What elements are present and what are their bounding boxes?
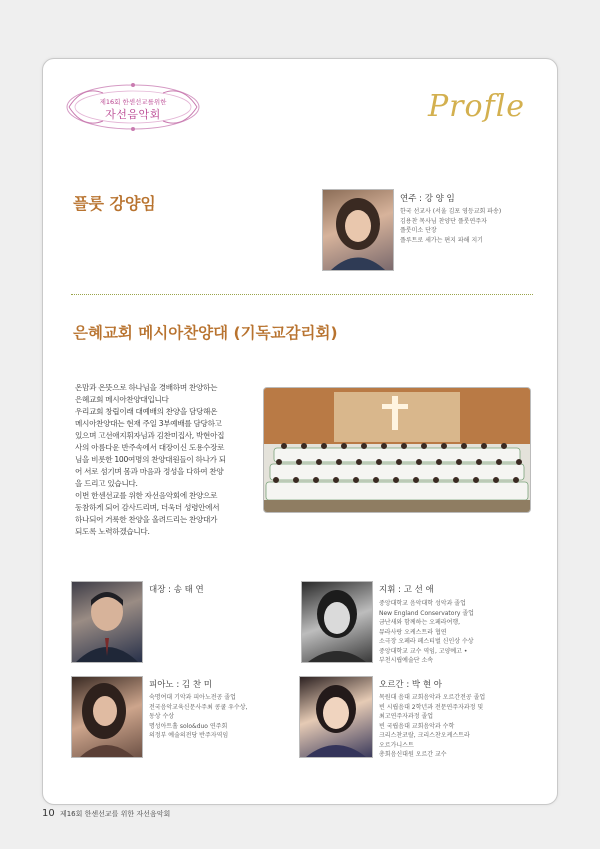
director-bio-line: 중앙대학교 음악대학 성악과 졸업 xyxy=(379,600,466,607)
director-bio-line: 중앙대학교 교수 역임, 고양예고 • xyxy=(379,647,468,655)
choir-scene-icon xyxy=(264,388,530,512)
choir-title: 은혜교회 메시아찬양대 (기독교감리회) xyxy=(73,324,338,342)
choir-text-line: 이번 한센선교를 위한 자선음악회에 찬양으로 xyxy=(75,491,218,500)
choir-text-line: 있으며 고선애지휘자님과 김찬미집사, 박현아집 xyxy=(75,431,225,440)
pianist-photo xyxy=(71,676,143,758)
director-bio xyxy=(379,599,474,666)
director-bio-line: 뮤라사랑 오케스트라 협연 xyxy=(379,628,447,636)
section-divider xyxy=(71,294,533,295)
portrait-icon xyxy=(300,677,372,757)
organist-bio-line: 총회음신대원 오르간 교수 xyxy=(379,751,447,758)
page-footer xyxy=(42,808,170,819)
pianist-bio-line: 동상 수상 xyxy=(149,713,175,720)
portrait-icon xyxy=(302,582,372,662)
portrait-icon xyxy=(323,190,393,270)
director-photo xyxy=(301,581,373,663)
organist-bio-line: 최고연주자과정 졸업 xyxy=(379,713,434,720)
flute-bio-line: 김용찬 목사님 찬양단 플룻연주자 xyxy=(400,217,487,225)
organist-bio-line: 크리스찬코랄, 크리스찬오케스트라 xyxy=(379,732,470,739)
organist-bio-line: 목원대 음대 교회음악과 오르간전공 졸업 xyxy=(379,694,486,701)
choir-text-line: 온맘과 온뜻으로 하나님을 경배하며 찬양하는 xyxy=(75,383,218,392)
choir-text-line: 님을 비롯한 100여명의 찬양대원들이 하나가 되 xyxy=(75,455,226,464)
conductor-photo xyxy=(71,581,143,663)
choir-text-line: 하나되어 거룩한 찬양을 올려드리는 찬양대가 xyxy=(75,515,218,524)
choir-text-line: 메시아찬양대는 현재 주일 3부예배를 담당하고 xyxy=(75,419,222,428)
choir-text-line: 은혜교회 메시아찬양대입니다 xyxy=(75,395,169,404)
page-card xyxy=(42,58,558,805)
flute-bio-line: 한국 선교사 (서울 김포 영등교회 파송) xyxy=(400,208,502,215)
concert-logo xyxy=(63,79,203,135)
logo-line2: 자선음악회 xyxy=(105,108,161,121)
director-name: 지휘 : 고 선 애 xyxy=(379,585,434,595)
director-bio-line: New England Conservatory 졸업 xyxy=(379,609,474,617)
organist-bio-line: 빈 시립음대 2학년과 전문연주자과정 및 xyxy=(379,703,484,711)
pianist-bio-line: 숙명여대 기악과 피아노전공 졸업 xyxy=(149,694,236,701)
choir-text-line: 사의 아름다운 반주속에서 대장이신 도용수장로 xyxy=(75,443,225,452)
flute-name: 연주 : 강 양 임 xyxy=(400,194,455,204)
choir-text-line: 되도록 노력하겠습니다. xyxy=(75,527,150,536)
flute-bio xyxy=(400,207,501,245)
footer-text: 제16회 한센선교를 위한 자선음악회 xyxy=(59,810,171,818)
pianist-bio xyxy=(149,693,247,741)
director-bio-line: 소극장 오페라 페스티벌 신인상 수상 xyxy=(379,638,474,645)
flute-bio-line: 플루트로 세가는 편지 파해 지기 xyxy=(400,236,483,244)
pianist-bio-line: 명성아트홀 solo&duo 연주회 xyxy=(149,722,228,730)
pianist-bio-line: 전국음악교육신문사주최 콩쿨 우수상, xyxy=(149,703,248,711)
organist-bio-line: 빈 국립음대 교회음악과 수학 xyxy=(379,722,455,730)
page-number: 10 xyxy=(42,808,55,819)
flute-bio-line: 플룻미소 단장 xyxy=(400,227,437,234)
flute-player-photo xyxy=(322,189,394,271)
director-bio-line: 금난새와 함께하는 오페라여행, xyxy=(379,619,461,626)
pianist-bio-line: 의정부 예술의전당 반주자역임 xyxy=(149,732,229,739)
profile-heading: Profle xyxy=(428,89,526,124)
portrait-icon xyxy=(72,582,142,662)
flute-title: 플룻 강양임 xyxy=(73,194,156,213)
choir-text-line: 동참하게 되어 감사드리며, 더욱더 성령안에서 xyxy=(75,503,220,512)
organist-photo xyxy=(299,676,373,758)
organist-name: 오르간 : 박 현 아 xyxy=(379,680,442,690)
pianist-name: 피아노 : 김 찬 미 xyxy=(149,680,212,690)
logo-line1: 제16회 한센선교를위한 xyxy=(99,98,167,106)
choir-photo xyxy=(263,387,531,513)
choir-description xyxy=(75,382,257,538)
choir-text-line: 어 서로 섬기며 몸과 마음과 정성을 다하여 찬양 xyxy=(75,467,224,476)
organist-bio-line: 오르가니스트 xyxy=(379,741,414,749)
organist-bio xyxy=(379,693,485,760)
portrait-icon xyxy=(72,677,142,757)
director-bio-line: 부천시립예술단 소속 xyxy=(379,657,434,664)
conductor-name: 대장 : 송 태 연 xyxy=(149,585,204,595)
choir-text-line: 우리교회 창립이래 대예배의 찬양을 담당해온 xyxy=(75,407,218,416)
choir-text-line: 을 드리고 있습니다. xyxy=(75,479,138,488)
